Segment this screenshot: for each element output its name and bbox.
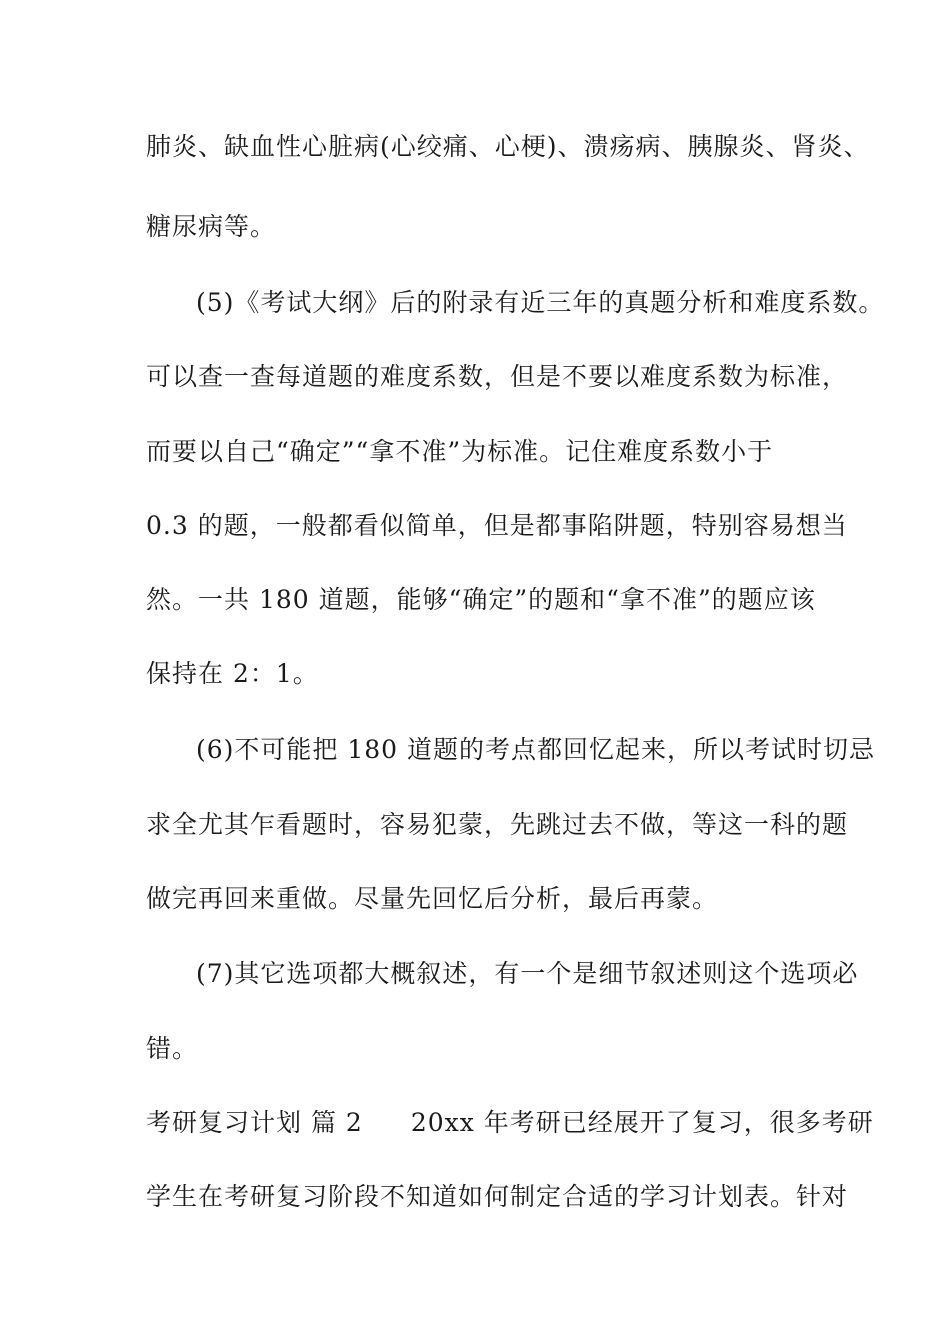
text-line: 而要以自己“确定”“拿不准”为标准。记住难度系数小于 xyxy=(146,437,774,466)
text-line: 0.3 的题，一般都看似简单，但是都事陷阱题，特别容易想当 xyxy=(146,511,848,540)
text-line: 保持在 2：1。 xyxy=(146,659,319,688)
section-heading-line xyxy=(146,1108,874,1138)
section-intro-text: 20xx 年考研已经展开了复习，很多考研 xyxy=(410,1108,874,1137)
paragraph-5-start: (5)《考试大纲》后的附录有近三年的真题分析和难度系数。 xyxy=(196,288,885,317)
text-line: 肺炎、缺血性心脏病(心绞痛、心梗)、溃疡病、胰腺炎、肾炎、 xyxy=(146,132,870,161)
text-line: 错。 xyxy=(146,1034,199,1063)
text-line: 求全尤其乍看题时，容易犯蒙，先跳过去不做，等这一科的题 xyxy=(146,810,849,839)
text-line: 然。一共 180 道题，能够“确定”的题和“拿不准”的题应该 xyxy=(146,585,816,614)
paragraph-6-start: (6)不可能把 180 道题的考点都回忆起来，所以考试时切忌 xyxy=(196,735,876,764)
paragraph-7-start: (7)其它选项都大概叙述，有一个是细节叙述则这个选项必 xyxy=(196,959,859,988)
section-heading: 考研复习计划 篇 2 xyxy=(146,1108,363,1137)
text-line: 学生在考研复习阶段不知道如何制定合适的学习计划表。针对 xyxy=(146,1182,849,1211)
text-line: 做完再回来重做。尽量先回忆后分析，最后再蒙。 xyxy=(146,884,719,913)
text-line: 糖尿病等。 xyxy=(146,212,277,241)
text-line: 可以查一查每道题的难度系数，但是不要以难度系数为标准， xyxy=(146,362,849,391)
